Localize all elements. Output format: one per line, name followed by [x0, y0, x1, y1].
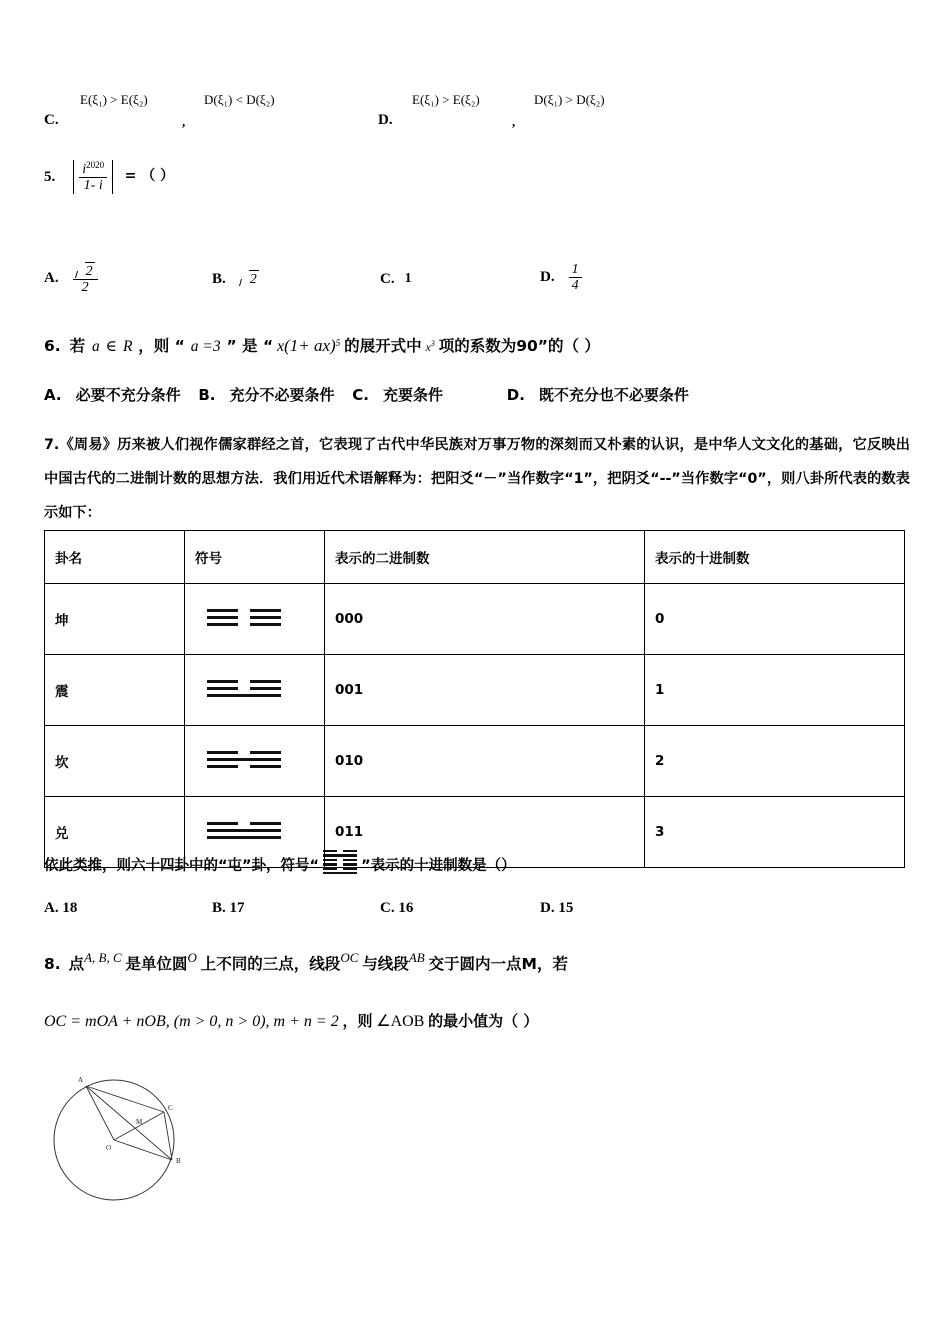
q7-option-b-label: B.: [212, 900, 226, 916]
option-d-expression-2: D(ξ₁) > D(ξ₂): [534, 92, 605, 107]
cell-binary: 010: [325, 726, 645, 797]
sqrt-numerator: [73, 262, 98, 280]
cell-gua-symbol: [185, 655, 325, 726]
question-6-expr-x3: x: [425, 340, 431, 354]
question-8-number: 8.: [44, 955, 61, 973]
q7-option-a-value: 18: [62, 900, 78, 916]
radical-sign-icon: [240, 270, 259, 288]
cell-gua-name: 坎: [45, 726, 185, 797]
one-over-four: [569, 262, 582, 293]
question-6-condition: a =3: [190, 338, 221, 355]
option-c-expression-2: D(ξ₁) < D(ξ₂): [204, 92, 275, 107]
question-8-circle-o: O: [187, 950, 197, 965]
absolute-value-bars: [73, 160, 113, 194]
question-7-conclusion-post: ”表示的十进制数是（）: [361, 858, 516, 875]
numerator-exponent: 2020: [86, 160, 105, 170]
option-c-label: C.: [44, 112, 59, 128]
circle-diagram: [44, 1068, 284, 1208]
question-7-options: [0, 900, 950, 930]
label-b: B: [176, 1157, 181, 1165]
bagua-table: [44, 530, 904, 868]
question-5: [44, 160, 174, 194]
question-8-text-f: ，则: [342, 1012, 373, 1030]
question-6-in-symbol: ∈: [105, 338, 118, 355]
sqrt2-over-2: [73, 262, 98, 295]
label-o: O: [106, 1144, 112, 1152]
question-6-expr-power: 5: [335, 338, 341, 348]
question-5-expression: [73, 160, 174, 194]
question-6-text-e: 项的系数为90”的（ ）: [438, 337, 600, 355]
question-8-text-b: 是单位圆: [125, 955, 188, 973]
cell-gua-symbol: [185, 584, 325, 655]
q6-option-a-label: A.: [44, 386, 62, 404]
question-8-equation: OC = mOA + nOB, (m > 0, n > 0), m + n = 2: [44, 1013, 339, 1030]
question-6-set-r: R: [122, 338, 133, 355]
q5-option-a: [44, 262, 98, 295]
trigram-kan-icon: [207, 747, 281, 772]
question-6-options: [44, 384, 689, 405]
table-row: [45, 584, 905, 655]
question-8-line-1: [44, 950, 568, 974]
trigram-zhen-icon: [207, 676, 281, 701]
numerator-base: i: [82, 162, 87, 177]
cell-gua-name: 兑: [45, 797, 185, 868]
question-7-conclusion: [44, 852, 516, 880]
q7-option-c-label: C.: [380, 900, 395, 916]
chord-ab: [86, 1086, 172, 1160]
q7-option-b-value: 17: [229, 900, 245, 916]
question-6-text-c: ” 是 “: [226, 337, 274, 355]
q5-option-d-denominator: 4: [571, 278, 579, 294]
question-8-points: A, B, C: [84, 950, 122, 965]
cell-decimal: 3: [645, 797, 905, 868]
cell-gua-name: 坤: [45, 584, 185, 655]
label-a: A: [78, 1076, 84, 1084]
question-8-text-e: 交于圆内一点M，若: [428, 955, 568, 973]
cell-decimal: 0: [645, 584, 905, 655]
q7-option-b: [212, 900, 245, 917]
question-8-angle: ∠AOB: [376, 1013, 425, 1030]
header-decimal: 表示的十进制数: [645, 531, 905, 584]
question-7-number: 7.: [44, 437, 60, 453]
question-4-options-cd: [0, 92, 950, 142]
question-6-expr-paren: (1+ ax): [284, 336, 336, 355]
cell-decimal: 2: [645, 726, 905, 797]
q5-option-c-value: 1: [404, 271, 412, 287]
q6-option-c-text: 充要条件: [382, 386, 443, 404]
question-8-segment-ab: AB: [408, 950, 425, 965]
question-6-text-d: 的展开式中: [344, 337, 422, 355]
question-6-number: 6.: [44, 337, 61, 355]
question-6-text-a: 若: [69, 337, 86, 355]
question-5-equals: = （ ）: [124, 168, 175, 185]
cell-binary: 001: [325, 655, 645, 726]
q6-option-b-text: 充分不必要条件: [229, 386, 335, 404]
bagua-table-element: [44, 530, 905, 868]
trigram-kun-icon: [207, 605, 281, 630]
q6-option-a-text: 必要不充分条件: [75, 386, 181, 404]
q5-option-a-value: [73, 262, 98, 295]
cell-binary: 011: [325, 797, 645, 868]
option-d-expression-1: E(ξ₁) > E(ξ₂): [412, 92, 480, 107]
q6-option-c-label: C.: [352, 386, 369, 404]
question-8-line-2: [44, 1010, 538, 1031]
trigram-dui-icon: [207, 818, 281, 843]
header-binary: 表示的二进制数: [325, 531, 645, 584]
question-6-variable: a: [91, 338, 100, 355]
header-symbol: 符号: [185, 531, 325, 584]
option-d-label: D.: [378, 112, 393, 128]
q5-option-b-radicand: 2: [249, 272, 257, 288]
question-6-expr-x3-power: 3: [430, 339, 435, 348]
question-8-segment-oc: OC: [340, 950, 359, 965]
radical-sign-icon: [76, 262, 95, 279]
q6-option-d-text: 既不充分也不必要条件: [538, 386, 689, 404]
fraction-denominator: 1- i: [83, 178, 103, 194]
q5-option-a-label: A.: [44, 270, 59, 287]
q5-option-d-label: D.: [540, 269, 555, 286]
header-gua-name: 卦名: [45, 531, 185, 584]
cell-decimal: 1: [645, 655, 905, 726]
q5-option-c: [380, 270, 412, 288]
q7-option-c: [380, 900, 413, 917]
radius-ob: [114, 1140, 172, 1160]
table-header-row: [45, 531, 905, 584]
cell-gua-symbol: [185, 726, 325, 797]
q7-option-d: [540, 900, 573, 917]
question-6: [44, 334, 600, 356]
q5-option-b: [212, 270, 259, 288]
question-8-text-g: 的最小值为（ ）: [428, 1012, 539, 1030]
question-7-paragraph: [44, 428, 910, 530]
q5-option-d-numerator: 1: [569, 262, 582, 278]
q5-option-d: [540, 262, 582, 293]
table-row: [45, 726, 905, 797]
option-d-comma: ,: [512, 114, 516, 129]
question-8-text-a: 点: [68, 955, 85, 973]
cell-gua-name: 震: [45, 655, 185, 726]
q5-option-b-value: [240, 270, 259, 288]
question-8-text-d: 与线段: [362, 955, 409, 973]
q5-option-d-value: [569, 262, 582, 293]
hexagram-tun-icon: [323, 848, 357, 876]
question-7-conclusion-pre: 依此类推，则六十四卦中的“屯”卦，符号“: [44, 858, 320, 875]
q5-option-a-denominator: 2: [81, 280, 89, 296]
q5-option-a-radicand: 2: [85, 264, 93, 279]
q7-option-d-label: D.: [540, 900, 555, 916]
q6-option-d-label: D.: [506, 386, 525, 404]
table-row: [45, 655, 905, 726]
q7-option-d-value: 15: [558, 900, 574, 916]
question-7-text: 《周易》历来被人们视作儒家群经之首，它表现了古代中华民族对万事万物的深刻而又朴素的认识，是中华人文文化的基础，它反映出中国古代的二进制计数的思想方法．我们用近代术语解释为：把阳爻“－”当作数字“1”，把阴爻“--”当作数字“0”，则八卦所代表的数表示如下：: [44, 437, 910, 521]
q5-option-c-label: C.: [380, 270, 395, 287]
q7-option-c-value: 16: [398, 900, 414, 916]
q6-option-b-label: B.: [198, 386, 216, 404]
complex-fraction: [79, 161, 107, 193]
cell-binary: 000: [325, 584, 645, 655]
question-6-expr-x: x: [277, 338, 285, 355]
q7-option-a-label: A.: [44, 900, 59, 916]
label-c: C: [168, 1104, 173, 1112]
question-6-text-b: ，则 “: [138, 337, 185, 355]
fraction-numerator: [79, 161, 107, 178]
question-8-figure: [44, 1068, 284, 1208]
question-5-number: 5.: [44, 168, 56, 185]
option-c-comma: ,: [182, 114, 186, 129]
q5-option-b-label: B.: [212, 270, 226, 287]
option-c-expression-1: E(ξ₁) > E(ξ₂): [80, 92, 148, 107]
label-m: M: [136, 1118, 143, 1126]
q7-option-a: [44, 900, 77, 917]
question-8-text-c: 上不同的三点，线段: [200, 955, 341, 973]
question-5-options: [0, 248, 950, 308]
